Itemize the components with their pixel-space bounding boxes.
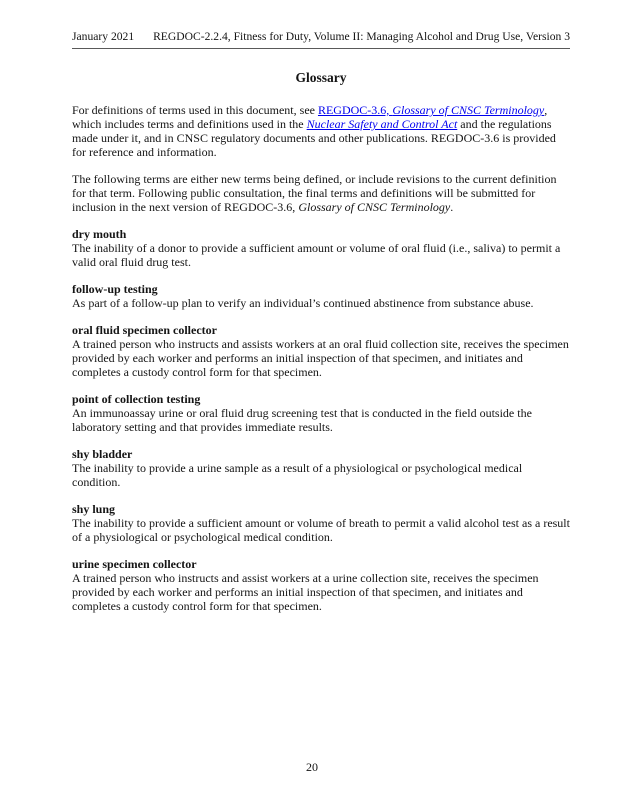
term-definition: The inability to provide a urine sample as a result of a physiological or psychological medical condition.: [72, 461, 523, 489]
intro-2-lead: The following terms are either new terms being defined, or include revisions to the current definition for that term. Following public consultation, the final terms and definitions will be submitted for inclusion in the next version of REGDOC-3.6,: [72, 172, 557, 214]
regdoc-3-6-link-italic-part[interactable]: Glossary of CNSC Terminology: [392, 103, 545, 117]
term-definition: A trained person who instructs and assists workers at an oral fluid collection site, receives the specimen provided by each worker and performs an initial inspection of that specimen, and initiates and completes a custody control form for that specimen.: [72, 337, 569, 379]
term-entry-oral-fluid-specimen-collector: [72, 323, 570, 379]
term-name: urine specimen collector: [72, 557, 197, 571]
term-name: follow-up testing: [72, 282, 158, 296]
term-entry-dry-mouth: [72, 227, 570, 269]
intro-1-lead: For definitions of terms used in this document, see: [72, 103, 318, 117]
term-entry-urine-specimen-collector: [72, 557, 570, 613]
intro-2-italic-title: Glossary of CNSC Terminology: [298, 200, 451, 214]
term-definition: An immunoassay urine or oral fluid drug screening test that is conducted in the field outside the laboratory setting and that provides immediate results.: [72, 406, 532, 434]
term-entry-follow-up-testing: [72, 282, 570, 310]
term-definition: The inability to provide a sufficient amount or volume of breath to permit a valid alcohol test as a result of a physiological or psychological medical condition.: [72, 516, 570, 544]
term-name: dry mouth: [72, 227, 127, 241]
term-entry-point-of-collection-testing: [72, 392, 570, 434]
page-number: 20: [306, 760, 318, 774]
intro-1-tail: and the regulations made under it, and in CNSC regulatory documents and other publications. REGDOC-3.6 is provided for reference and information.: [72, 117, 556, 159]
glossary-title: Glossary: [295, 70, 347, 85]
term-name: shy bladder: [72, 447, 133, 461]
intro-1-mid: , which includes terms and definitions used in the: [72, 103, 548, 131]
term-entry-shy-lung: [72, 502, 570, 544]
term-name: point of collection testing: [72, 392, 201, 406]
regdoc-3-6-link-regular-part[interactable]: REGDOC-3.6,: [317, 103, 393, 117]
page-header: [72, 30, 570, 49]
nuclear-safety-control-act-link[interactable]: Nuclear Safety and Control Act: [306, 117, 458, 131]
term-definition: A trained person who instructs and assist workers at a urine collection site, receives the specimen provided by each worker and performs an initial inspection of that specimen, and initiates and completes a custody control form for that specimen.: [72, 571, 539, 613]
intro-2-tail: .: [450, 200, 454, 214]
term-definition: As part of a follow-up plan to verify an individual’s continued abstinence from substance abuse.: [72, 296, 534, 310]
term-name: shy lung: [72, 502, 116, 516]
header-date: January 2021: [72, 30, 135, 43]
intro-paragraph-1: [72, 103, 570, 159]
term-name: oral fluid specimen collector: [72, 323, 217, 337]
term-definition: The inability of a donor to provide a sufficient amount or volume of oral fluid (i.e., saliva) to permit a valid oral fluid drug test.: [72, 241, 561, 269]
term-entry-shy-bladder: [72, 447, 570, 489]
regdoc-3-6-glossary-link[interactable]: [318, 103, 544, 117]
intro-paragraph-2: [72, 172, 570, 214]
header-doc-reference: REGDOC-2.2.4, Fitness for Duty, Volume II: Managing Alcohol and Drug Use, Version 3: [153, 30, 570, 43]
